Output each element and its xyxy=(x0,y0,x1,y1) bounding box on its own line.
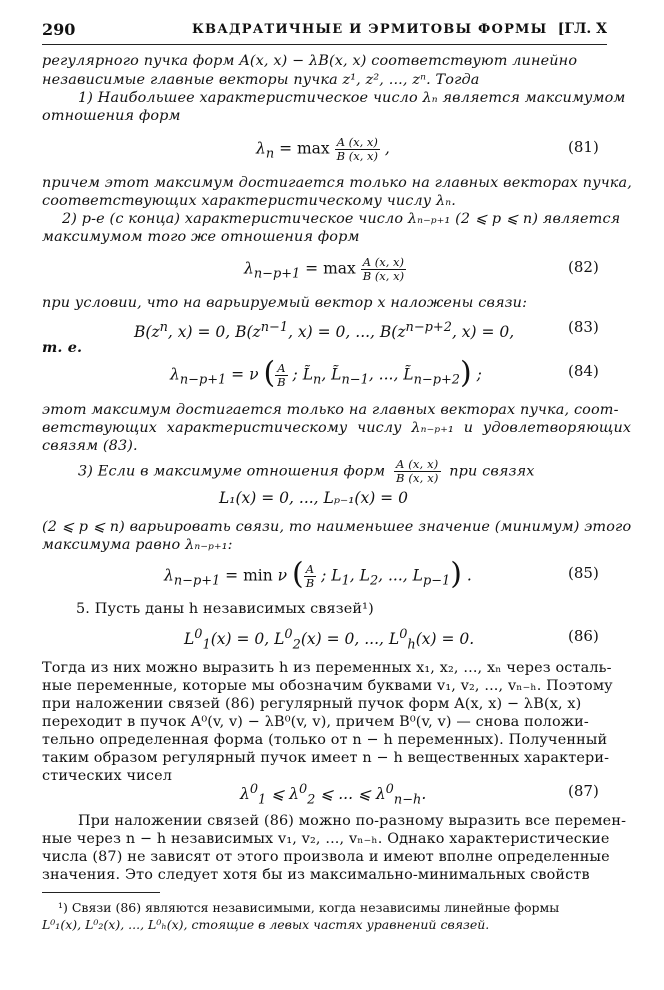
equation-83: $B(z^n$, x) = 0, $B(z^{n-1}$, x) = 0, ..., $B(z^{n-p+2}$, x) = 0, xyxy=(134,320,515,342)
text-line: значения. Это следует хотя бы из максимально-минимальных свойств xyxy=(42,867,590,883)
text-line: (2 ⩽ p ⩽ n) варьировать связи, то наименьшее значение (минимум) этого xyxy=(42,519,632,535)
text-line: регулярного пучка форм A(x, x) − λB(x, x) соответствуют линейно xyxy=(42,53,578,69)
text-line: 1) Наибольшее характеристическое число λₙ является максимумом xyxy=(78,90,626,106)
text-line: связям (83). xyxy=(42,438,138,454)
text-line: ные переменные, которые мы обозначим буквами v₁, v₂, ..., vₙ₋ₕ. Поэтому xyxy=(42,678,613,694)
running-title: КВАДРАТИЧНЫЕ И ЭРМИТОВЫ ФОРМЫ xyxy=(192,22,548,37)
text-line: переходит в пучок A⁰(v, v) − λB⁰(v, v), причем B⁰(v, v) — снова положи- xyxy=(42,714,589,730)
equation-number: (87) xyxy=(568,782,599,800)
equation-number: (85) xyxy=(568,564,599,582)
equation-86: $L^0_1(x) = 0$, $L^0_2(x) = 0$, ..., $L^0_h(x) = 0$. xyxy=(184,627,475,653)
inline-fraction: $\frac{A (x, x)}{B (x, x)}$ xyxy=(395,457,439,485)
text-line: причем этот максимум достигается только на главных векторах пучка, xyxy=(42,175,633,191)
footnote-divider xyxy=(42,892,160,893)
equation-84: $\lambda_{n-p+1} = \nu$ ( $\frac{A}{B}$ ; $L̃_n$, $L̃_{n-1}$, ..., $L̃_{n-p+2}$) ; xyxy=(170,355,482,391)
footnote-line: L⁰₁(x), L⁰₂(x), ..., L⁰ₕ(x), стоящие в левых частях уравнений связей. xyxy=(42,917,490,932)
equation-number: (82) xyxy=(568,258,599,276)
text-line: этот максимум достигается только на главных векторах пучка, соот- xyxy=(42,402,619,418)
text-line-with-fraction xyxy=(78,458,535,485)
text-line: при условии, что на варьируемый вектор x наложены связи: xyxy=(42,295,528,311)
text-line: 2) p-е (с конца) характеристическое число λₙ₋ₚ₊₁ (2 ⩽ p ⩽ n) является xyxy=(62,211,621,227)
text-line: Тогда из них можно выразить h из переменных x₁, x₂, ..., xₙ через осталь- xyxy=(42,660,612,676)
chapter-label: [ГЛ. X xyxy=(557,21,607,37)
text-fragment: при связях xyxy=(449,463,535,480)
text-line: ные через n − h независимых v₁, v₂, ..., vₙ₋ₕ. Однако характеристические xyxy=(42,831,610,847)
text-line: максимумом того же отношения форм xyxy=(42,229,360,245)
text-line: тельно определенная форма (только от n − h переменных). Полученный xyxy=(42,732,608,748)
text-line: таким образом регулярный пучок имеет n − h вещественных характери- xyxy=(42,750,610,766)
text-line: отношения форм xyxy=(42,108,181,124)
page-header xyxy=(42,20,607,45)
text-line: соответствующих характеристическому числу λₙ. xyxy=(42,193,457,209)
equation-82: $\lambda_{n-p+1} = \max$ $\frac{A (x, x)}{B (x, x)}$ xyxy=(244,255,405,283)
text-fragment: 3) Если в максимуме отношения форм xyxy=(78,463,386,480)
text-line: т. е. xyxy=(42,339,83,356)
equation-85: $\lambda_{n-p+1} = \min \nu$ ( $\frac{A}{B}$ ; $L_1$, $L_2$, ..., $L_{p-1}$) . xyxy=(164,556,472,592)
footnote-line: ¹) Связи (86) являются независимыми, когда независимы линейные формы xyxy=(58,900,560,915)
constraints-equation: L₁(x) = 0, ..., Lₚ₋₁(x) = 0 xyxy=(219,489,408,507)
text-line: максимума равно λₙ₋ₚ₊₁: xyxy=(42,537,233,553)
text-line: независимые главные векторы пучка z¹, z², ..., zⁿ. Тогда xyxy=(42,72,480,88)
page-number: 290 xyxy=(42,20,76,39)
equation-87: $\lambda^0_1$ ⩽ $\lambda^0_2$ ⩽ ... ⩽ $\lambda^0_{n-h}$. xyxy=(240,782,427,808)
text-line: 5. Пусть даны h независимых связей¹) xyxy=(76,601,374,617)
equation-number: (84) xyxy=(568,362,599,380)
equation-number: (81) xyxy=(568,138,599,156)
text-line: при наложении связей (86) регулярный пучок форм A(x, x) − λB(x, x) xyxy=(42,696,582,712)
equation-81: $\lambda_n = \max$ $\frac{A (x, x)}{B (x, x)}$ , xyxy=(256,135,390,163)
equation-number: (83) xyxy=(568,318,599,336)
text-line: стических чисел xyxy=(42,768,173,784)
text-line: ветствующих характеристическому числу λₙ₋ₚ₊₁ и удовлетворяющих xyxy=(42,420,632,436)
text-line: При наложении связей (86) можно по-разному выразить все перемен- xyxy=(78,813,627,829)
text-line: числа (87) не зависят от этого произвола и имеют вполне определенные xyxy=(42,849,610,865)
equation-number: (86) xyxy=(568,627,599,645)
